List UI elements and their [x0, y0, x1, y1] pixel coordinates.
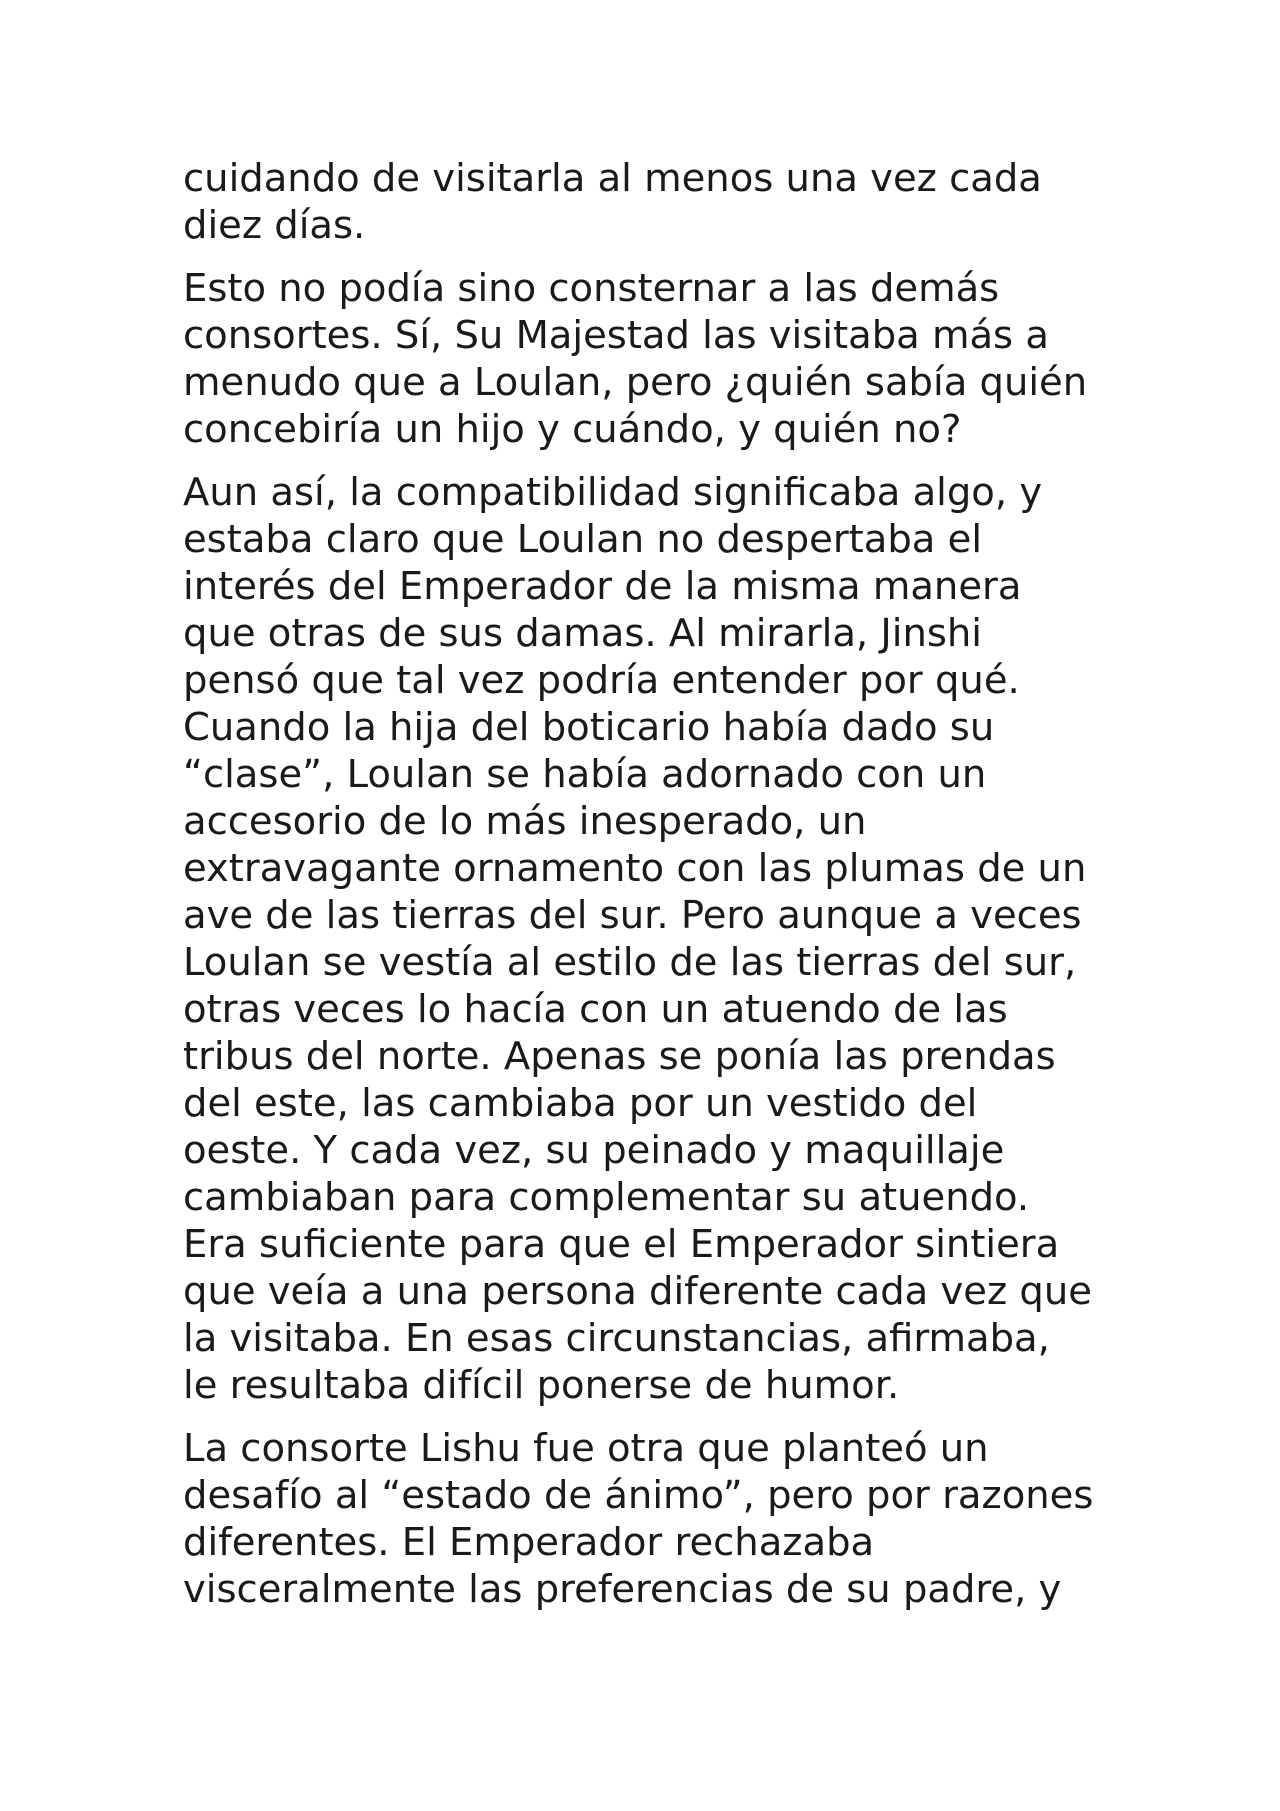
text-line: cambiaban para complementar su atuendo.	[183, 1175, 1030, 1220]
text-line: desafío al “estado de ánimo”, pero por razones	[183, 1473, 1094, 1518]
text-line: diez días.	[183, 203, 366, 248]
text-line: La consorte Lishu fue otra que planteó un	[183, 1426, 989, 1471]
text-line: tribus del norte. Apenas se ponía las prendas	[183, 1034, 1056, 1079]
text-line: oeste. Y cada vez, su peinado y maquillaje	[183, 1128, 1005, 1173]
text-line: Era suficiente para que el Emperador sintiera	[183, 1222, 1060, 1267]
text-line: “clase”, Loulan se había adornado con un	[183, 752, 987, 797]
text-line: diferentes. El Emperador rechazaba	[183, 1520, 875, 1565]
paragraph-1	[183, 155, 1113, 249]
text-line: le resultaba difícil ponerse de humor.	[183, 1363, 900, 1408]
text-line: ave de las tierras del sur. Pero aunque a veces	[183, 893, 1082, 938]
text-line: Aun así, la compatibilidad significaba algo, y	[183, 470, 1043, 515]
text-line: Esto no podía sino consternar a las demás	[183, 266, 1000, 311]
text-line: menudo que a Loulan, pero ¿quién sabía quién	[183, 360, 1088, 405]
text-line: extravagante ornamento con las plumas de un	[183, 846, 1087, 891]
text-line: pensó que tal vez podría entender por qué.	[183, 658, 1020, 703]
text-line: estaba claro que Loulan no despertaba el	[183, 517, 983, 562]
text-line: que veía a una persona diferente cada vez que	[183, 1269, 1092, 1314]
paragraph-2	[183, 265, 1113, 453]
text-line: la visitaba. En esas circunstancias, afirmaba,	[183, 1316, 1050, 1361]
text-line: Loulan se vestía al estilo de las tierras del sur,	[183, 940, 1077, 985]
text-line: visceralmente las preferencias de su padre, y	[183, 1567, 1062, 1612]
text-line: interés del Emperador de la misma manera	[183, 564, 1022, 609]
text-line: otras veces lo hacía con un atuendo de las	[183, 987, 1008, 1032]
page-body	[183, 155, 1113, 1629]
text-line: Cuando la hija del boticario había dado su	[183, 705, 995, 750]
text-line: consortes. Sí, Su Majestad las visitaba más a	[183, 313, 1049, 358]
paragraph-4	[183, 1425, 1113, 1613]
text-line: cuidando de visitarla al menos una vez cada	[183, 156, 1042, 201]
paragraph-3	[183, 469, 1113, 1409]
text-line: que otras de sus damas. Al mirarla, Jinshi	[183, 611, 983, 656]
text-line: del este, las cambiaba por un vestido del	[183, 1081, 978, 1126]
text-line: concebiría un hijo y cuándo, y quién no?	[183, 407, 962, 452]
text-line: accesorio de lo más inesperado, un	[183, 799, 867, 844]
